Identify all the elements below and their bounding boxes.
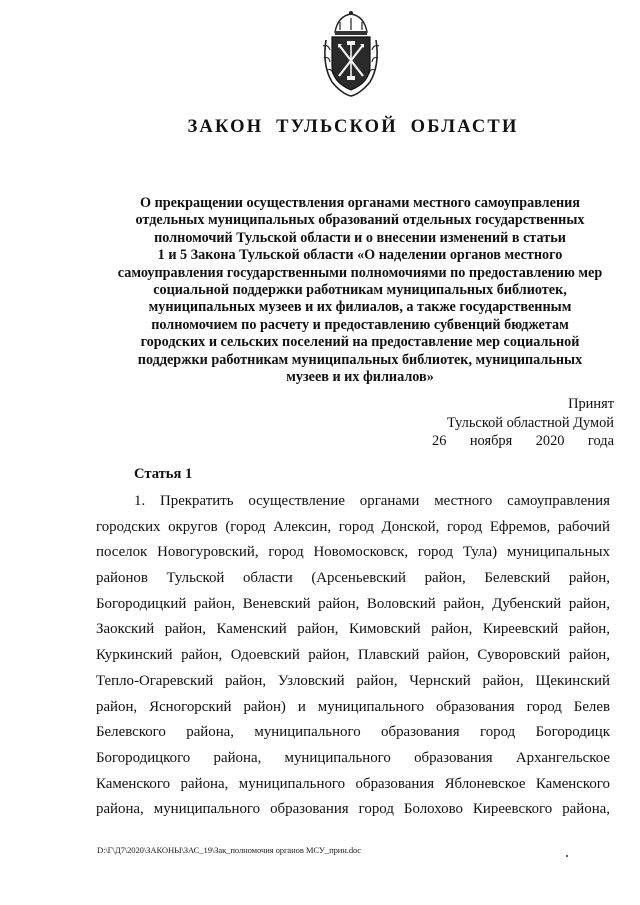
- body-line: Богородицкий район, Веневский район, Воловский район, Дубенский район,: [96, 595, 610, 612]
- subject-line: социальной поддержки работникам муниципальных библиотек,: [153, 282, 567, 299]
- footer-file-path: D:\Г\Д7\2020\ЗАКОНЫ\ЗАС_19\Зак_полномочия органов МСУ_прин.doc: [97, 845, 361, 855]
- subject-line: самоуправления государственными полномочиями по предоставлению мер: [117, 264, 603, 281]
- subject-line: муниципальных музеев и их филиалов, а также государственным: [148, 299, 572, 316]
- subject-line: полномочием по расчету и предоставлению субвенций бюджетам: [151, 316, 569, 333]
- body-line: Богородицкого района, муниципального образования Архангельское: [96, 749, 610, 766]
- adoption-month: ноября: [469, 433, 513, 449]
- subject-line: поддержки работникам муниципальных библиотек, муниципальных: [137, 351, 583, 368]
- subject-line: О прекращении осуществления органами местного самоуправления: [140, 195, 580, 211]
- law-subject-heading: [90, 195, 630, 386]
- body-line: район, Ясногорский район) и муниципального образования город Белев: [96, 698, 610, 715]
- body-line: Тепло-Огаревский район, Узловский район, Чернский район, Щекинский: [96, 672, 610, 689]
- body-line: района, муниципального образования город Болохово Киреевского района,: [96, 801, 610, 818]
- adoption-year-word: года: [587, 433, 614, 449]
- body-line: городских округов (город Алексин, город Донской, город Ефремов, рабочий: [96, 518, 610, 535]
- article-body: [96, 489, 610, 823]
- body-line: Заокский район, Каменский район, Кимовский район, Киреевский район,: [96, 621, 610, 638]
- adoption-date: [420, 432, 614, 451]
- article-heading: Статья 1: [134, 466, 193, 482]
- adopted-label: Принят: [568, 396, 614, 412]
- body-line: поселок Новогуровский, город Новомосковск, город Тула) муниципальных: [96, 544, 610, 561]
- subject-line: городских и сельских поселений на предоставление мер социальной: [140, 334, 580, 351]
- adoption-year: 2020: [535, 433, 565, 449]
- body-line: Белевского района, муниципального образования город Богородицк: [96, 724, 610, 741]
- adoption-block: [420, 395, 614, 451]
- body-line: 1. Прекратить осуществление органами местного самоуправления: [134, 493, 610, 509]
- adoption-day: 26: [432, 433, 447, 449]
- subject-line: 1 и 5 Закона Тульской области «О наделении органов местного: [157, 247, 563, 264]
- body-line: Куркинский район, Одоевский район, Плавский район, Суворовский район,: [96, 647, 610, 664]
- page-mark: [566, 855, 568, 857]
- law-title: ЗАКОН ТУЛЬСКОЙ ОБЛАСТИ: [187, 117, 519, 137]
- subject-line: музеев и их филиалов»: [286, 369, 434, 386]
- body-line: Каменского района, муниципального образования Яблоневское Каменского: [96, 775, 610, 792]
- tula-coat-of-arms-emblem: [318, 10, 384, 100]
- body-line: районов Тульской области (Арсеньевский район, Белевский район,: [96, 570, 610, 587]
- subject-line: отдельных муниципальных образований отдельных государственных: [135, 212, 585, 229]
- adopted-by: Тульской областной Думой: [447, 414, 614, 431]
- subject-line: полномочий Тульской области и о внесении изменений в статьи: [154, 229, 566, 246]
